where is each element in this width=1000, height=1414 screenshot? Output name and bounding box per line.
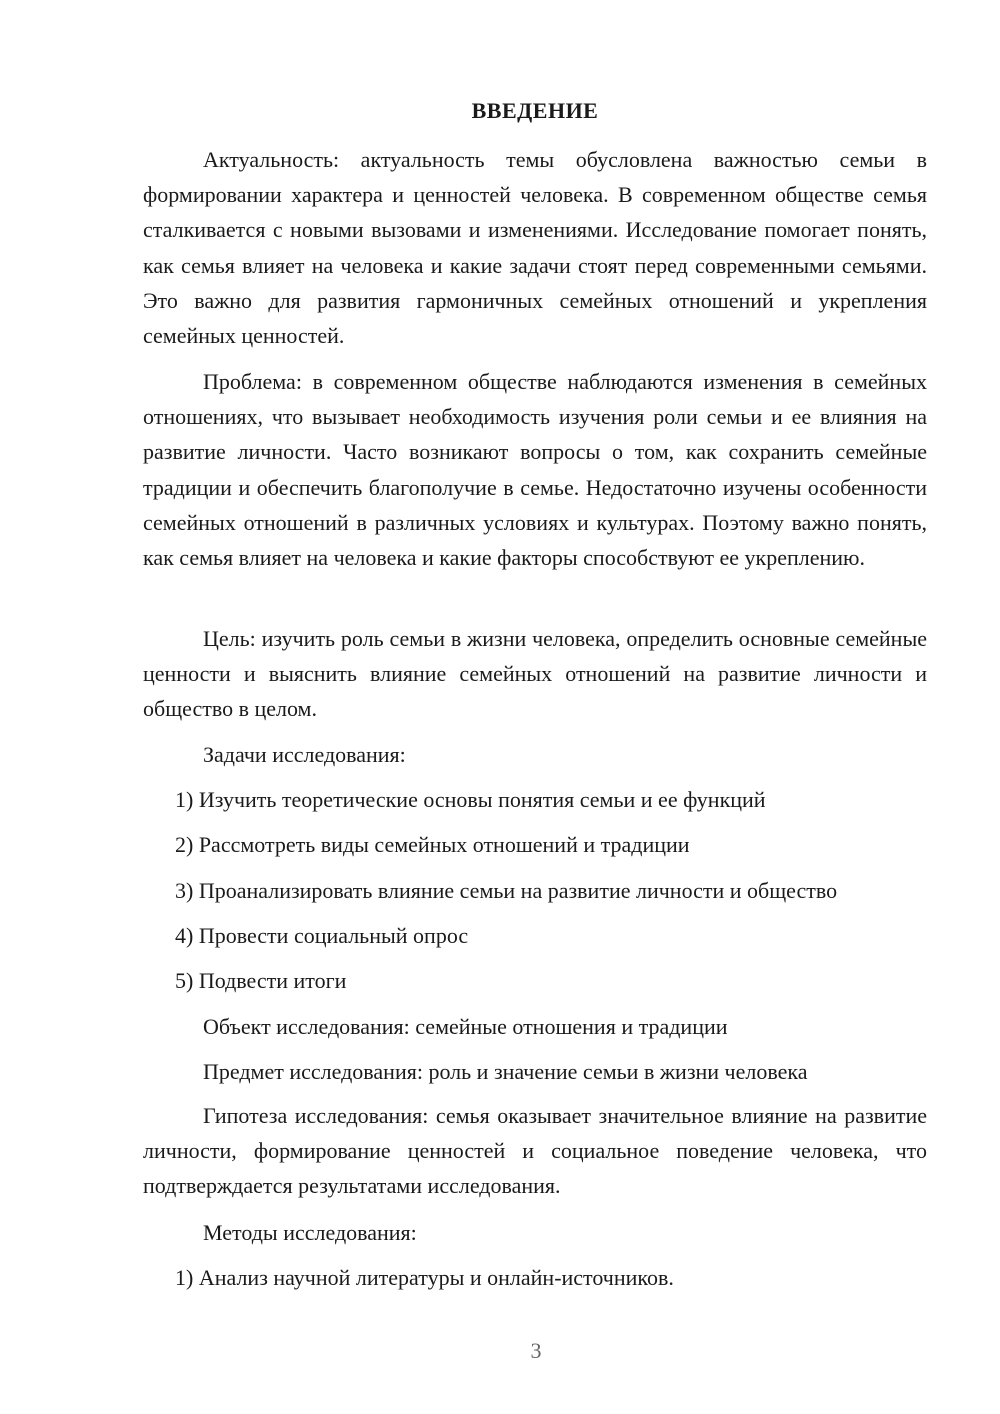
paragraph-hypothesis: Гипотеза исследования: семья оказывает значительное влияние на развитие личности, формирование ценностей и социальное поведение человека, что подтверждается результатами исследования. [143, 1103, 927, 1199]
task-item-3: 3) Проанализировать влияние семьи на развитие личности и общество [175, 878, 838, 903]
task-item-1: 1) Изучить теоретические основы понятия семьи и ее функций [175, 787, 766, 812]
methods-heading: Методы исследования: [203, 1220, 417, 1245]
task-item-4: 4) Провести социальный опрос [175, 923, 469, 948]
tasks-heading: Задачи исследования: [203, 742, 406, 767]
method-item-1: 1) Анализ научной литературы и онлайн-источников. [175, 1265, 674, 1290]
research-object: Объект исследования: семейные отношения и традиции [203, 1014, 728, 1039]
paragraph-relevance: Актуальность: актуальность темы обусловлена важностью семьи в формировании характера и ценностей человека. В современном обществе семья сталкивается с новыми вызовами и изменениями. Исследование помогает понять, как семья влияет на человека и какие задачи стоят перед современными семьями. Это важно для развития гармоничных семейных отношений и укрепления семейных ценностей. [143, 147, 927, 349]
page-number: 3 [530, 1338, 542, 1363]
page-title: ВВЕДЕНИЕ [471, 98, 599, 123]
research-subject: Предмет исследования: роль и значение семьи в жизни человека [203, 1059, 808, 1084]
task-item-2: 2) Рассмотреть виды семейных отношений и традиции [175, 832, 690, 857]
paragraph-problem: Проблема: в современном обществе наблюдаются изменения в семейных отношениях, что вызывает необходимость изучения роли семьи и ее влияния на развитие личности. Часто возникают вопросы о том, как сохранить семейные традиции и обеспечить благополучие в семье. Недостаточно изучены особенности семейных отношений в различных условиях и культурах. Поэтому важно понять, как семья влияет на человека и какие факторы способствуют ее укреплению. [143, 369, 927, 571]
task-item-5: 5) Подвести итоги [175, 968, 347, 993]
paragraph-goal: Цель: изучить роль семьи в жизни человека, определить основные семейные ценности и выяснить влияние семейных отношений на развитие личности и общество в целом. [143, 626, 927, 722]
